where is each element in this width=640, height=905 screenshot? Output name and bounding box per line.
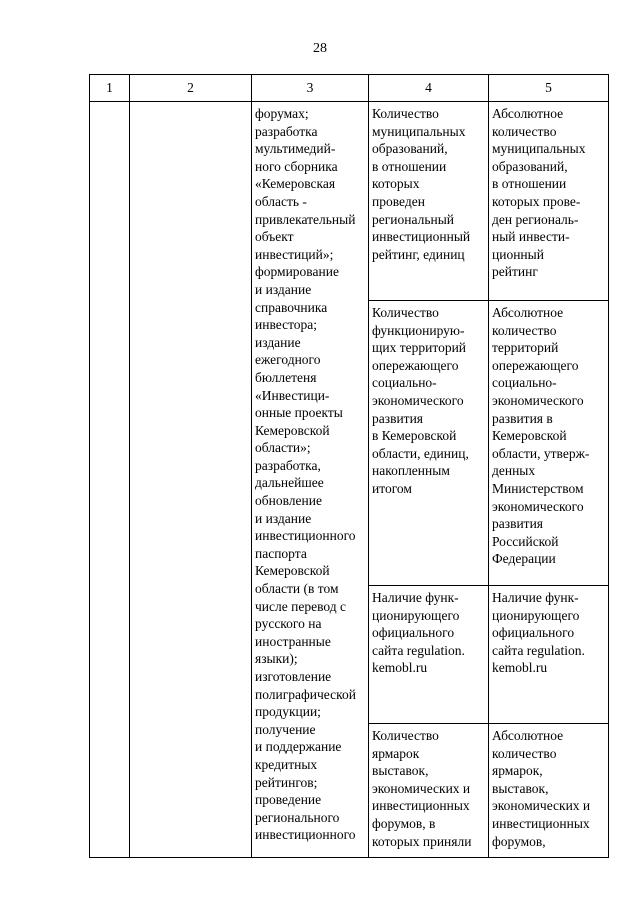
page-number: 28	[313, 41, 327, 56]
text-line: области, единиц,	[372, 445, 469, 461]
text-line: сайта regulation.	[372, 642, 465, 658]
text-line: в отношении	[492, 176, 567, 192]
text-line: Абсолютное	[492, 728, 564, 743]
text-line: форумов,	[492, 833, 546, 849]
text-line: развития в	[492, 410, 553, 426]
indicator-name-cell	[369, 724, 489, 858]
text-line: которых прове-	[492, 193, 581, 209]
text-line: числе перевод с	[255, 598, 346, 614]
text-line: количество	[492, 322, 557, 338]
text-line: форумах;	[255, 106, 309, 121]
text-line: kemobl.ru	[492, 660, 548, 676]
text-line: щих территорий	[372, 340, 467, 356]
text-line: Наличие функ-	[492, 590, 579, 605]
text-line: Федерации	[492, 551, 556, 567]
text-line: накопленным	[372, 463, 450, 479]
text-line: получение	[255, 721, 316, 737]
text-line: муниципальных	[492, 141, 586, 157]
col1-cell	[90, 102, 130, 858]
text-line: образований,	[492, 158, 568, 174]
text-line: в Кемеровской	[372, 428, 457, 444]
header-col-5: 5	[489, 75, 609, 102]
header-col-4: 4	[369, 75, 489, 102]
col2-cell	[130, 102, 252, 858]
text-line: паспорта	[255, 545, 307, 561]
text-line: иностранные	[255, 633, 331, 649]
text-line: ярмарок,	[492, 763, 543, 779]
measures-cell	[252, 102, 369, 858]
text-line: выставок,	[372, 763, 429, 779]
text-line: Абсолютное	[492, 305, 564, 320]
text-line: сайта regulation.	[492, 642, 585, 658]
text-line: области, утверж-	[492, 445, 590, 461]
text-line: ежегодного	[255, 352, 321, 368]
text-line: справочника	[255, 299, 328, 315]
text-line: ционирующего	[492, 607, 580, 623]
text-line: русского на	[255, 616, 322, 632]
text-line: и издание	[255, 510, 312, 526]
text-line: объект	[255, 229, 294, 245]
indicator-name-cell	[369, 301, 489, 586]
text-line: ярмарок	[372, 745, 420, 761]
text-line: опережающего	[492, 357, 579, 373]
text-line: в отношении	[372, 158, 447, 174]
text-line: экономического	[372, 392, 464, 408]
indicator-method-cell	[489, 102, 609, 301]
header-col-1: 1	[90, 75, 130, 102]
text-line: ного сборника	[255, 158, 338, 174]
text-line: которых	[372, 176, 420, 192]
text-line: «Инвестици-	[255, 387, 330, 403]
text-line: Кемеровской	[255, 563, 330, 579]
text-line: инвестиционных	[372, 798, 470, 814]
text-line: инвестиционного	[255, 827, 356, 843]
text-line: изготовление	[255, 669, 332, 684]
text-line: кредитных	[255, 756, 318, 772]
text-line: экономического	[492, 498, 584, 514]
text-line: территорий	[492, 340, 559, 356]
text-line: Российской	[492, 533, 559, 549]
text-line: образований,	[372, 141, 448, 157]
text-line: Количество	[372, 728, 439, 743]
text-line: Кемеровской	[492, 428, 567, 444]
indicator-method-cell	[489, 586, 609, 724]
text-line: обновление	[255, 493, 322, 509]
text-line: развития	[492, 516, 544, 532]
text-line: официального	[492, 625, 575, 641]
text-line: проведение	[255, 792, 322, 808]
text-line: экономических и	[492, 798, 591, 814]
indicator-name-cell	[369, 102, 489, 301]
text-line: инвестиционных	[492, 815, 590, 831]
text-line: kemobl.ru	[372, 660, 428, 676]
text-line: денных	[492, 463, 536, 479]
text-line: Наличие функ-	[372, 590, 459, 605]
text-line: рейтинг	[492, 264, 538, 280]
text-line: опережающего	[372, 357, 459, 373]
header-row	[90, 75, 609, 102]
text-line: муниципальных	[372, 123, 466, 139]
text-line: инвестора;	[255, 317, 318, 333]
text-line: количество	[492, 745, 557, 761]
text-line: ционный	[492, 246, 544, 262]
text-line: функционирую-	[372, 322, 465, 338]
text-line: развития	[372, 410, 424, 426]
text-line: итогом	[372, 480, 412, 496]
text-line: экономических и	[372, 780, 471, 796]
text-line: Абсолютное	[492, 106, 564, 121]
text-line: области (в том	[255, 581, 339, 597]
text-line: инвестиционный	[372, 229, 471, 245]
indicator-table	[89, 74, 609, 858]
text-line: формирование	[255, 264, 339, 280]
text-line: инвестиционного	[255, 528, 356, 544]
text-line: «Кемеровская	[255, 176, 336, 192]
text-line: официального	[372, 625, 455, 641]
text-line: и издание	[255, 281, 312, 297]
indicator-method-cell	[489, 724, 609, 858]
text-line: форумов, в	[372, 815, 436, 831]
text-line: и поддержание	[255, 739, 342, 755]
text-line: рейтинг, единиц	[372, 246, 465, 262]
text-line: Количество	[372, 305, 439, 320]
text-line: количество	[492, 123, 557, 139]
text-line: область -	[255, 193, 307, 209]
text-line: социально-	[372, 375, 437, 391]
text-line: проведен	[372, 193, 425, 209]
header-col-3: 3	[252, 75, 369, 102]
table-row	[90, 102, 609, 301]
text-line: разработка,	[255, 457, 321, 473]
text-line: Министерством	[492, 480, 584, 496]
text-line: инвестиций»;	[255, 246, 334, 262]
text-line: области»;	[255, 440, 311, 456]
indicator-name-cell	[369, 586, 489, 724]
text-line: мультимедий-	[255, 141, 336, 157]
header-col-2: 2	[130, 75, 252, 102]
text-line: разработка	[255, 123, 318, 139]
text-line: бюллетеня	[255, 369, 317, 385]
text-line: привлекательный	[255, 211, 356, 227]
text-line: продукции;	[255, 704, 321, 720]
text-line: выставок,	[492, 780, 549, 796]
text-line: социально-	[492, 375, 557, 391]
text-line: Кемеровской	[255, 422, 330, 438]
text-line: издание	[255, 334, 301, 350]
text-line: полиграфической	[255, 686, 356, 702]
text-line: языки);	[255, 651, 298, 667]
text-line: ционирующего	[372, 607, 460, 623]
indicator-method-cell	[489, 301, 609, 586]
text-line: которых приняли	[372, 833, 472, 849]
text-line: экономического	[492, 392, 584, 408]
text-line: рейтингов;	[255, 774, 318, 790]
text-line: онные проекты	[255, 405, 343, 421]
text-line: Количество	[372, 106, 439, 121]
text-line: дальнейшее	[255, 475, 324, 491]
text-line: региональный	[372, 211, 455, 227]
text-line: ден региональ-	[492, 211, 579, 227]
text-line: регионального	[255, 809, 340, 825]
text-line: ный инвести-	[492, 229, 570, 245]
